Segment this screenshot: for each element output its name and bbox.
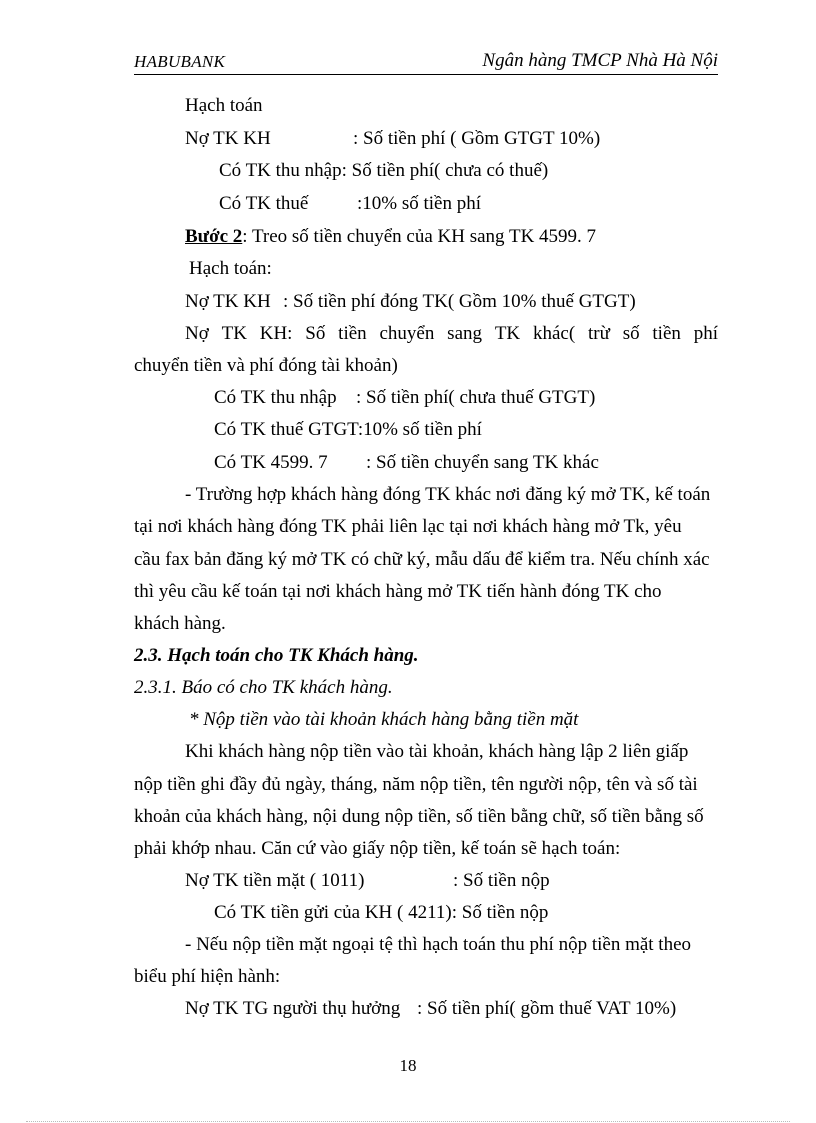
word: Nợ	[185, 323, 209, 344]
credit-account: Có TK thu nhập	[219, 160, 342, 181]
amount-desc: : Số tiền phí( chưa thuế GTGT)	[356, 387, 596, 408]
amount-desc: : Số tiền phí( gồm thuế VAT 10%)	[417, 998, 677, 1019]
text-line: - Nếu nộp tiền mặt ngoại tệ thì hạch toán thu phí nộp tiền mặt theo	[185, 934, 692, 955]
page-number: 18	[399, 1056, 417, 1075]
word: phí	[693, 323, 718, 344]
credit-account: Có TK thu nhập	[214, 387, 337, 408]
word: TK	[494, 323, 521, 344]
word: trừ	[587, 323, 610, 344]
text-line: Có TK thuế GTGT:10% số tiền phí	[214, 419, 482, 440]
text-line: khoản của khách hàng, nội dung nộp tiền, số tiền bằng chữ, số tiền bằng số	[134, 806, 704, 827]
debit-account: Nợ TK TG người thụ hưởng	[185, 998, 401, 1019]
text-line: biểu phí hiện hành:	[134, 966, 281, 987]
text-line: khách hàng.	[134, 613, 226, 634]
text-line	[185, 998, 676, 1020]
text-line: Có TK tiền gửi của KH ( 4211): Số tiền nộp	[214, 902, 549, 923]
amount-desc: : Số tiền phí ( Gồm GTGT 10%)	[353, 128, 601, 149]
header-right: Ngân hàng TMCP Nhà Hà Nội	[482, 50, 718, 71]
amount-desc: : Số tiền phí đóng TK( Gồm 10% thuế GTGT)	[283, 291, 636, 312]
credit-account: Có TK 4599. 7	[214, 452, 328, 473]
step-desc: : Treo số tiền chuyển của KH sang TK 4599. 7	[242, 226, 597, 247]
text-line: cầu fax bản đăng ký mở TK có chữ ký, mẫu dấu để kiểm tra. Nếu chính xác	[134, 549, 710, 570]
word: Số	[305, 323, 326, 344]
word: sang	[447, 323, 482, 344]
amount-desc: : Số tiền nộp	[453, 870, 550, 891]
text-line: - Trường hợp khách hàng đóng TK khác nơi đăng ký mở TK, kế toán	[185, 484, 711, 505]
text-line: phải khớp nhau. Căn cứ vào giấy nộp tiền, kế toán sẽ hạch toán:	[134, 838, 621, 859]
page-header	[134, 50, 718, 75]
text-line: Hạch toán:	[189, 258, 272, 279]
word: khác(	[532, 323, 576, 344]
text-line	[219, 160, 548, 182]
text-line	[219, 193, 481, 215]
debit-account: Nợ TK tiền mặt ( 1011)	[185, 870, 365, 891]
amount-desc: :10% số tiền phí	[357, 193, 482, 214]
word: chuyển	[379, 323, 435, 344]
text-line	[185, 870, 550, 892]
word: tiền	[652, 323, 681, 344]
word: số	[622, 323, 640, 344]
text-line	[214, 452, 599, 474]
section-heading: 2.3. Hạch toán cho TK Khách hàng.	[134, 645, 419, 666]
text-line	[185, 128, 600, 150]
text-line	[185, 291, 636, 313]
debit-account: Nợ TK KH	[185, 291, 271, 312]
header-left: HABUBANK	[134, 52, 226, 71]
amount-desc: : Số tiền chuyển sang TK khác	[366, 452, 599, 473]
amount-desc: : Số tiền phí( chưa có thuế)	[341, 160, 549, 181]
word: KH:	[259, 323, 293, 344]
text-line: Hạch toán	[185, 95, 263, 116]
word: TK	[221, 323, 247, 344]
word: tiền	[338, 323, 367, 344]
debit-account: Nợ TK KH	[185, 128, 271, 149]
text-line: chuyển tiền và phí đóng tài khoản)	[134, 355, 398, 376]
text-line: Khi khách hàng nộp tiền vào tài khoản, khách hàng lập 2 liên giấp	[185, 741, 689, 762]
text-line: thì yêu cầu kế toán tại nơi khách hàng mở TK tiến hành đóng TK cho	[134, 581, 662, 602]
text-line: tại nơi khách hàng đóng TK phải liên lạc tại nơi khách hàng mở Tk, yêu	[134, 516, 682, 537]
text-line	[214, 387, 595, 409]
page-bottom-divider	[26, 1121, 790, 1122]
step-label: Bước 2	[185, 226, 243, 247]
subsection-item: * Nộp tiền vào tài khoản khách hàng bằng tiền mặt	[189, 709, 579, 730]
text-line: nộp tiền ghi đầy đủ ngày, tháng, năm nộp tiền, tên người nộp, tên và số tài	[134, 774, 698, 795]
text-line	[185, 226, 596, 248]
subsection-heading: 2.3.1. Báo có cho TK khách hàng.	[134, 677, 393, 698]
justified-line	[185, 323, 718, 345]
credit-account: Có TK thuế	[219, 193, 309, 214]
